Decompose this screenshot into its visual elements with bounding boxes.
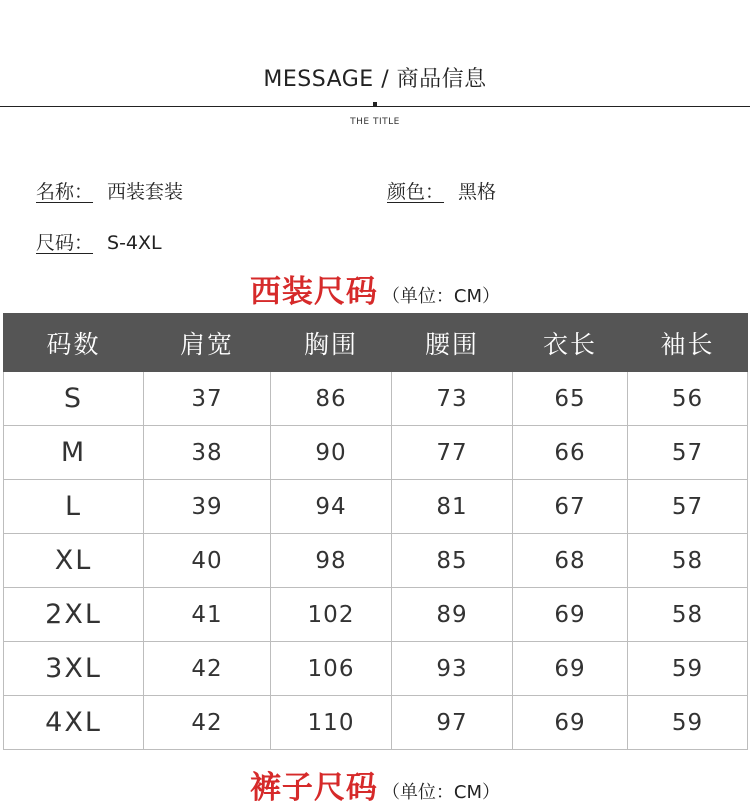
table-cell: 81 — [392, 480, 513, 534]
table-cell: 42 — [144, 696, 271, 750]
table-row — [4, 588, 748, 642]
table-cell: 57 — [628, 480, 748, 534]
pants-size-unit: （单位：CM） — [381, 782, 501, 803]
table-cell: 59 — [628, 642, 748, 696]
product-size-value: S-4XL — [107, 232, 162, 254]
product-name-label: 名称： — [36, 181, 94, 203]
table-cell: 59 — [628, 696, 748, 750]
table-cell: 93 — [392, 642, 513, 696]
header-divider — [0, 106, 750, 107]
product-name-value: 西装套装 — [107, 181, 184, 203]
suit-size-title: 西装尺码 — [249, 274, 378, 310]
header-size: 码数 — [4, 314, 144, 372]
table-row — [4, 642, 748, 696]
suit-size-heading — [0, 266, 750, 311]
table-row — [4, 372, 748, 426]
header-chest: 胸围 — [271, 314, 392, 372]
size-cell: L — [4, 480, 144, 534]
header-shoulder: 肩宽 — [144, 314, 271, 372]
table-cell: 40 — [144, 534, 271, 588]
table-cell: 98 — [271, 534, 392, 588]
size-cell: S — [4, 372, 144, 426]
table-cell: 94 — [271, 480, 392, 534]
pants-size-heading — [0, 762, 750, 807]
table-cell: 110 — [271, 696, 392, 750]
table-cell: 58 — [628, 588, 748, 642]
table-cell: 85 — [392, 534, 513, 588]
header-length: 衣长 — [513, 314, 628, 372]
table-cell: 73 — [392, 372, 513, 426]
pants-size-title: 裤子尺码 — [249, 770, 378, 806]
table-cell: 69 — [513, 642, 628, 696]
table-row — [4, 426, 748, 480]
table-cell: 69 — [513, 588, 628, 642]
suit-size-table — [3, 313, 748, 750]
table-row — [4, 480, 748, 534]
product-color-value: 黑格 — [458, 181, 497, 203]
table-cell: 69 — [513, 696, 628, 750]
table-cell: 41 — [144, 588, 271, 642]
table-cell: 89 — [392, 588, 513, 642]
table-row — [4, 534, 748, 588]
table-cell: 57 — [628, 426, 748, 480]
table-cell: 42 — [144, 642, 271, 696]
table-cell: 97 — [392, 696, 513, 750]
suit-size-unit: （单位：CM） — [381, 286, 501, 307]
product-name-row — [36, 177, 183, 204]
product-size-label: 尺码： — [36, 232, 94, 254]
page-subtitle: THE TITLE — [350, 117, 400, 127]
table-cell: 68 — [513, 534, 628, 588]
size-cell: 3XL — [4, 642, 144, 696]
size-cell: 2XL — [4, 588, 144, 642]
size-cell: M — [4, 426, 144, 480]
size-cell: XL — [4, 534, 144, 588]
table-cell: 77 — [392, 426, 513, 480]
table-cell: 37 — [144, 372, 271, 426]
table-cell: 90 — [271, 426, 392, 480]
divider-marker — [373, 102, 377, 106]
table-cell: 86 — [271, 372, 392, 426]
table-cell: 106 — [271, 642, 392, 696]
table-cell: 58 — [628, 534, 748, 588]
table-header-row — [4, 314, 748, 372]
header-sleeve: 袖长 — [628, 314, 748, 372]
product-color-row — [387, 177, 496, 204]
table-cell: 38 — [144, 426, 271, 480]
header-waist: 腰围 — [392, 314, 513, 372]
page-title: MESSAGE / 商品信息 — [263, 67, 487, 92]
table-cell: 65 — [513, 372, 628, 426]
product-size-row — [36, 228, 162, 255]
table-cell: 39 — [144, 480, 271, 534]
table-cell: 56 — [628, 372, 748, 426]
table-row — [4, 696, 748, 750]
table-cell: 67 — [513, 480, 628, 534]
table-cell: 66 — [513, 426, 628, 480]
table-cell: 102 — [271, 588, 392, 642]
size-cell: 4XL — [4, 696, 144, 750]
product-color-label: 颜色： — [387, 181, 445, 203]
